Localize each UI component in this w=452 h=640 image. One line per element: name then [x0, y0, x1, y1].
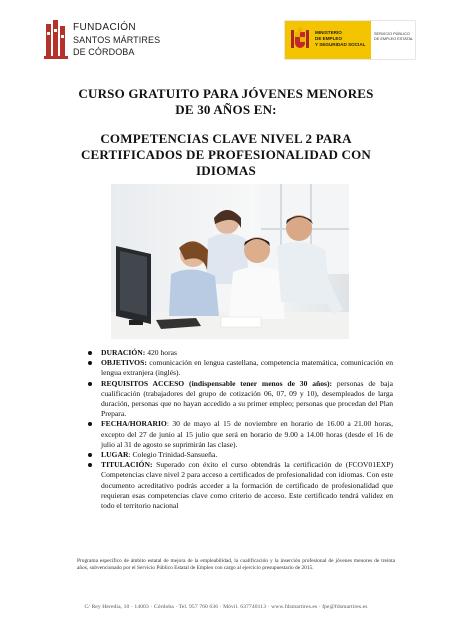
- fundacion-logo: [44, 20, 164, 64]
- objetivos-label: OBJETIVOS:: [101, 358, 147, 368]
- fundacion-name: [73, 22, 168, 58]
- titulacion-label: TITULACIÓN:: [101, 460, 153, 470]
- title-line1: CURSO GRATUITO PARA JÓVENES MENORES: [78, 86, 374, 101]
- agency-line2: DE EMPLEO ESTATAL: [374, 37, 414, 41]
- subtitle-line3: IDIOMAS: [196, 163, 256, 178]
- bullet-icon: [88, 361, 92, 365]
- ministry-line3: Y SEGURIDAD SOCIAL: [315, 42, 366, 47]
- course-subtitle: [60, 131, 392, 179]
- objetivos-value: comunicación en lengua castellana, competencia matemática, comunicación en lengua extranjera (inglés).: [101, 358, 393, 378]
- agency-line1: SERVICIO PÚBLICO: [374, 32, 410, 36]
- duracion-label: DURACIÓN:: [101, 348, 146, 357]
- fundacion-emblem-icon: [44, 20, 68, 60]
- requisitos-value: personas de baja cualificación (trabajadores del grupo de cotización 06, 07, 09 y 10), desempleados de larga duración, personas que no hayan accedido a su primer empleo; personas que procedan del Plan Prepara.: [101, 378, 393, 419]
- list-item-fecha: [85, 419, 393, 450]
- ministry-banner: [285, 21, 371, 59]
- ministry-logo: [284, 20, 416, 60]
- bullet-icon: [88, 422, 92, 426]
- requisitos-label: REQUISITOS ACCESO (indispensable tener menos de 30 años):: [101, 378, 333, 388]
- subtitle-line1: COMPETENCIAS CLAVE NIVEL 2 PARA: [100, 131, 352, 146]
- contact-footer: C/ Rey Heredia, 10 · 14003 · Córdoba · Tel. 957 760 636 · Móvil. 637740113 · www.fdsmartires.es · fpe@fdsmartires.es: [84, 604, 368, 610]
- fecha-label: FECHA/HORARIO: [101, 419, 167, 429]
- program-funding-note: Programa específico de ámbito estatal de mejora de la empleabilidad, la cualificación y la inserción profesional de jóvenes menores de treinta años, subvencionado por el Servicio Público Estatal de Empleo con cargo al ejercicio presupuestario de 2015.: [77, 558, 395, 572]
- course-title: [60, 86, 392, 118]
- title-line2: DE 30 AÑOS EN:: [175, 102, 277, 117]
- students-photo: [111, 184, 349, 339]
- bullet-icon: [88, 453, 92, 457]
- spain-coat-of-arms-icon: [290, 27, 310, 53]
- list-item-duracion: [85, 348, 393, 358]
- org-name-line1: FUNDACIÓN: [73, 22, 137, 33]
- fecha-value: : 30 de mayo al 15 de noviembre en horario de 16.00 a 21.00 horas, excepto del 27 de junio al 15 julio que será en horario de 9.00 a 14.00 horas (desde el 16 de julio al 31 de agosto se suprimirán las clase).: [101, 419, 393, 449]
- list-item-requisitos: [85, 379, 393, 420]
- ministry-line2: DE EMPLEO: [315, 36, 343, 41]
- bullet-icon: [88, 351, 92, 355]
- bullet-icon: [88, 382, 92, 386]
- list-item-lugar: [85, 450, 393, 460]
- list-item-objetivos: [85, 358, 393, 378]
- titulacion-value: Superado con éxito el curso obtendrás la certificación de (FCOV01EXP) Competencias clave nivel 2 para acceso a certificados de profesionalidad con idiomas. Con este documento acreditativo podrás acceder a la formación de certificado de profesionalidad que requieran esas competencias clave como criterio de acceso. Este certificado tendrá validez en todo el territorio nacional: [101, 460, 393, 511]
- lugar-value: : Colegio Trinidad-Sansueña.: [128, 450, 218, 460]
- list-item-titulacion: [85, 460, 393, 511]
- agency-name: [374, 32, 414, 42]
- org-name-line2: SANTOS MÁRTIRES: [73, 35, 161, 45]
- subtitle-line2: CERTIFICADOS DE PROFESIONALIDAD CON: [80, 147, 372, 162]
- course-details-list: [85, 348, 393, 511]
- ministry-name: [315, 30, 371, 48]
- group-of-students-at-computer-icon: [111, 184, 349, 339]
- lugar-label: LUGAR: [101, 450, 129, 460]
- ministry-line1: MINISTERIO: [315, 30, 342, 35]
- bullet-icon: [88, 463, 92, 467]
- duracion-value: 420 horas: [145, 348, 177, 357]
- org-name-line3: DE CÓRDOBA: [73, 47, 135, 57]
